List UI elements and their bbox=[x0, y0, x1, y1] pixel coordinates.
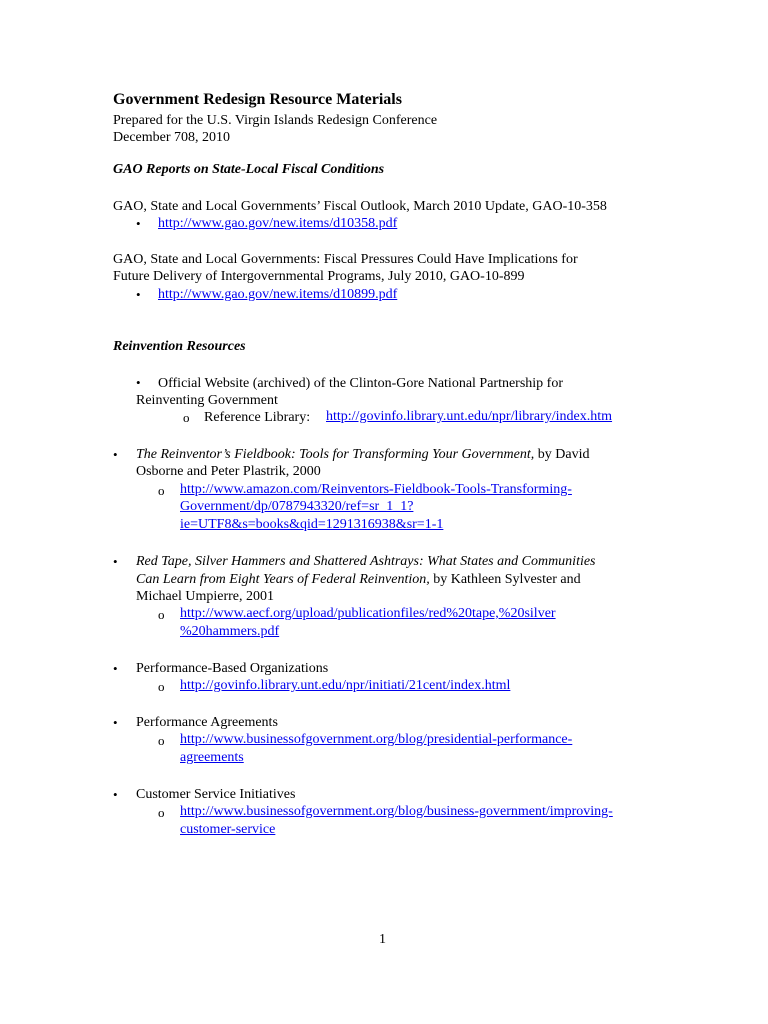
document-subtitle: Prepared for the U.S. Virgin Islands Redesign Conference bbox=[113, 113, 438, 128]
bullet-marker: • bbox=[136, 216, 141, 231]
fieldbook-byline: Osborne and Peter Plastrik, 2000 bbox=[136, 464, 321, 479]
red-tape-title-part: Can Learn from Eight Years of Federal Reinvention, bbox=[136, 572, 430, 587]
red-tape-byline: Michael Umpierre, 2001 bbox=[136, 589, 275, 604]
npr-reference-library-label: Reference Library: bbox=[204, 410, 311, 425]
bullet-marker: • bbox=[113, 447, 118, 462]
red-tape-link-line-1[interactable]: http://www.aecf.org/upload/publicationfiles/red%20tape,%20silver bbox=[180, 606, 556, 621]
gao-section-heading: GAO Reports on State-Local Fiscal Conditions bbox=[113, 162, 385, 177]
customer-service-label: Customer Service Initiatives bbox=[136, 787, 296, 802]
gao-report-2-citation-line-2: Future Delivery of Intergovernmental Programs, July 2010, GAO-10-899 bbox=[113, 269, 525, 284]
bullet-marker: • bbox=[113, 787, 118, 802]
red-tape-title-line-1: Red Tape, Silver Hammers and Shattered Ashtrays: What States and Communities bbox=[136, 554, 596, 569]
fieldbook-title: The Reinventor’s Fieldbook: Tools for Transforming Your Government, bbox=[136, 447, 535, 462]
fieldbook-link-line-3[interactable]: ie=UTF8&s=books&qid=1291316938&sr=1-1 bbox=[180, 517, 444, 532]
pbo-link[interactable]: http://govinfo.library.unt.edu/npr/initiati/21cent/index.html bbox=[180, 678, 511, 693]
fieldbook-link-line-1[interactable]: http://www.amazon.com/Reinventors-Fieldbook-Tools-Transforming- bbox=[180, 482, 572, 497]
sub-bullet-marker: o bbox=[158, 679, 165, 694]
red-tape-link-line-2[interactable]: %20hammers.pdf bbox=[180, 624, 280, 639]
bullet-marker: • bbox=[113, 554, 118, 569]
sub-bullet-marker: o bbox=[158, 483, 165, 498]
npr-website-text-line-1: Official Website (archived) of the Clinton-Gore National Partnership for bbox=[158, 376, 564, 391]
bullet-marker: • bbox=[113, 661, 118, 676]
bullet-marker: • bbox=[113, 715, 118, 730]
sub-bullet-marker: o bbox=[158, 607, 165, 622]
gao-report-1-link[interactable]: http://www.gao.gov/new.items/d10358.pdf bbox=[158, 216, 398, 231]
sub-bullet-marker: o bbox=[183, 410, 190, 425]
bullet-marker: • bbox=[136, 287, 141, 302]
gao-report-2-citation-line-1: GAO, State and Local Governments: Fiscal Pressures Could Have Implications for bbox=[113, 252, 578, 267]
gao-report-2-link[interactable]: http://www.gao.gov/new.items/d10899.pdf bbox=[158, 287, 398, 302]
bullet-marker: • bbox=[136, 375, 141, 390]
red-tape-title-line-2 bbox=[136, 571, 581, 588]
document-title: Government Redesign Resource Materials bbox=[113, 91, 402, 108]
gao-report-1-citation: GAO, State and Local Governments’ Fiscal Outlook, March 2010 Update, GAO-10-358 bbox=[113, 199, 607, 214]
fieldbook-byline-part: by David bbox=[534, 447, 590, 462]
agreements-link-line-1[interactable]: http://www.businessofgovernment.org/blog/presidential-performance- bbox=[180, 732, 573, 747]
pbo-label: Performance-Based Organizations bbox=[136, 661, 329, 676]
sub-bullet-marker: o bbox=[158, 805, 165, 820]
agreements-link-line-2[interactable]: agreements bbox=[180, 750, 244, 765]
npr-website-text-line-2: Reinventing Government bbox=[136, 393, 278, 408]
npr-reference-library-link[interactable]: http://govinfo.library.unt.edu/npr/library/index.htm bbox=[326, 409, 613, 424]
document-date: December 708, 2010 bbox=[113, 130, 231, 145]
page-number: 1 bbox=[379, 932, 386, 947]
fieldbook-link-line-2[interactable]: Government/dp/0787943320/ref=sr_1_1? bbox=[180, 499, 414, 514]
red-tape-byline-part: by Kathleen Sylvester and bbox=[429, 572, 581, 587]
agreements-label: Performance Agreements bbox=[136, 715, 278, 730]
customer-service-link-line-1[interactable]: http://www.businessofgovernment.org/blog/business-government/improving- bbox=[180, 804, 613, 819]
reinvention-section-heading: Reinvention Resources bbox=[113, 339, 246, 354]
sub-bullet-marker: o bbox=[158, 733, 165, 748]
customer-service-link-line-2[interactable]: customer-service bbox=[180, 822, 276, 837]
fieldbook-title-line bbox=[136, 446, 589, 463]
